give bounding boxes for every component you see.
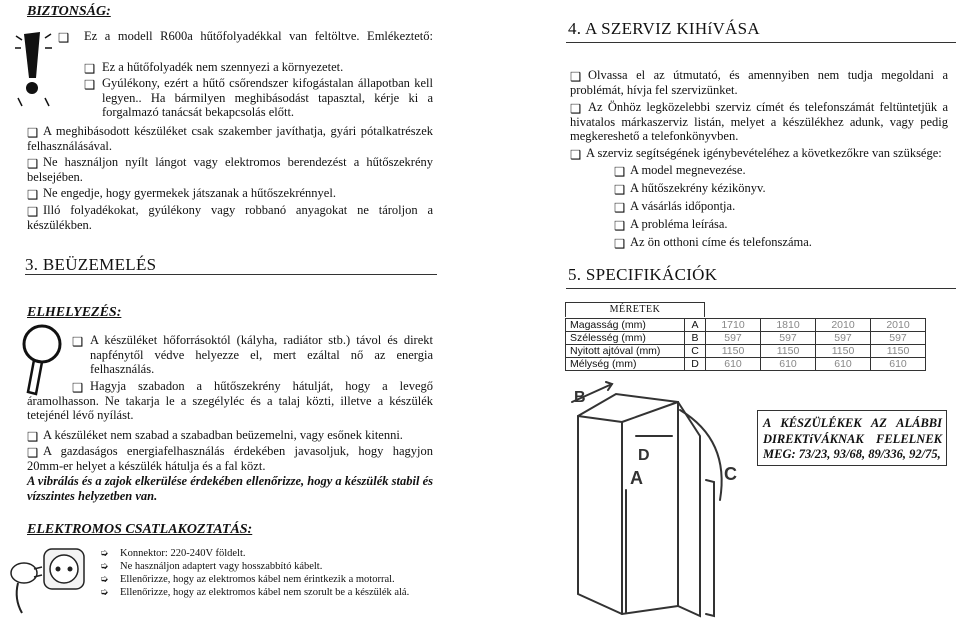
table-row bbox=[566, 332, 926, 345]
square-bullet-icon: ❑ bbox=[27, 126, 39, 140]
service-item: ❑ A szerviz segítségének igénybevételéhez a következőkre van szüksége: bbox=[570, 146, 942, 162]
table-cell: 2010 bbox=[816, 319, 871, 332]
electrical-heading: ELEKTROMOS CSATLAKOZTATÁS: bbox=[27, 522, 253, 537]
square-bullet-icon: ❑ bbox=[27, 157, 39, 171]
table-cell: 610 bbox=[871, 358, 926, 371]
row-key: D bbox=[685, 358, 706, 371]
table-cell: 610 bbox=[761, 358, 816, 371]
electrical-item: ➭ Ellenőrizze, hogy az elektromos kábel nem szorult be a készülék alá. bbox=[100, 587, 410, 598]
square-bullet-icon: ❑ bbox=[58, 31, 70, 45]
table-cell: 597 bbox=[706, 332, 761, 345]
stability-warning: A vibrálás és a zajok elkerülése érdekében ellenőrizze, hogy a készülék stabil és vízszintes helyzetben van. bbox=[27, 474, 433, 503]
service-sublist bbox=[614, 163, 934, 253]
table-row bbox=[566, 358, 926, 371]
electrical-item: ➭ Ne használjon adaptert vagy hosszabbító kábelt. bbox=[100, 561, 323, 572]
row-label: Szélesség (mm) bbox=[566, 332, 685, 345]
table-cell: 597 bbox=[761, 332, 816, 345]
exclamation-icon bbox=[12, 26, 54, 112]
service-item: ❑ Az Önhöz legközelebbi szerviz címét és telefonszámát feltüntetjük a hivatalos márkaszerviz listán, melyet a készülékhez adunk, vagy pedig megkereshető a telefonkönyvben. bbox=[570, 100, 948, 144]
table-cell: 2010 bbox=[871, 319, 926, 332]
directive-box: A KÉSZÜLÉKEK AZ ALÁBBI DIREKTíVÁKNAK FELELNEK MEG: 73/23, 93/68, 89/336, 92/75, bbox=[757, 410, 947, 466]
section-title: 4. A SZERVIZ KIHíVÁSA bbox=[568, 19, 760, 38]
table-cell: 597 bbox=[871, 332, 926, 345]
safety-subitem: ❑ Gyúlékony, ezért a hűtő csőrendszer kifogástalan állapotban kell legyen.. Ha bármilyen meghibásodást tapasztal, kérje ki a forgalmazó tanácsát bekapcsolás előtt. bbox=[84, 76, 433, 120]
service-subitem: ❑ A probléma leírása. bbox=[614, 217, 728, 233]
table-cell: 1710 bbox=[706, 319, 761, 332]
divider bbox=[566, 288, 956, 289]
table-header: MÉRETEK bbox=[565, 302, 705, 317]
arrow-bullet-icon: ➭ bbox=[100, 574, 109, 585]
label-c: C bbox=[724, 464, 737, 484]
safety-heading: BIZTONSÁG: bbox=[27, 4, 111, 19]
row-label: Nyitott ajtóval (mm) bbox=[566, 345, 685, 358]
table-row bbox=[566, 319, 926, 332]
square-bullet-icon: ❑ bbox=[84, 62, 96, 76]
square-bullet-icon: ❑ bbox=[614, 219, 626, 233]
safety-item: ❑ A meghibásodott készüléket csak szakember javíthatja, gyári pótalkatrészek felhasználásával. bbox=[27, 124, 433, 153]
dimensions-table bbox=[565, 318, 926, 371]
square-bullet-icon: ❑ bbox=[570, 70, 582, 84]
table-cell: 1150 bbox=[816, 345, 871, 358]
service-subitem: ❑ A hűtőszekrény kézikönyv. bbox=[614, 181, 766, 197]
square-bullet-icon: ❑ bbox=[27, 430, 39, 444]
section-title: 3. BEÜZEMELÉS bbox=[25, 255, 157, 274]
square-bullet-icon: ❑ bbox=[27, 205, 39, 219]
fridge-dimensions-diagram bbox=[560, 380, 750, 618]
square-bullet-icon: ❑ bbox=[614, 183, 626, 197]
safety-item: ❑ Ne használjon nyílt lángot vagy elektromos berendezést a hűtőszekrény belsejében. bbox=[27, 155, 433, 184]
electrical-item: ➭ Ellenőrizze, hogy az elektromos kábel nem érintkezik a motorral. bbox=[100, 574, 395, 585]
square-bullet-icon: ❑ bbox=[614, 165, 626, 179]
table-cell: 1150 bbox=[761, 345, 816, 358]
square-bullet-icon: ❑ bbox=[84, 78, 96, 92]
safety-item: ❑ Ne engedje, hogy gyermekek játszanak a hűtőszekrénnyel. bbox=[27, 186, 336, 202]
service-subitem: ❑ A model megnevezése. bbox=[614, 163, 746, 179]
electrical-item: ➭ Konnektor: 220-240V földelt. bbox=[100, 548, 246, 559]
square-bullet-icon: ❑ bbox=[27, 446, 39, 460]
square-bullet-icon: ❑ bbox=[614, 201, 626, 215]
row-label: Mélység (mm) bbox=[566, 358, 685, 371]
divider bbox=[25, 274, 437, 275]
service-item: ❑ Olvassa el az útmutató, és amennyiben nem tudja megoldani a problémát, hívja fel szervizünket. bbox=[570, 68, 948, 97]
table-cell: 610 bbox=[816, 358, 871, 371]
electrical-list bbox=[100, 547, 440, 599]
divider bbox=[566, 42, 956, 43]
arrow-bullet-icon: ➭ bbox=[100, 548, 109, 559]
square-bullet-icon: ❑ bbox=[27, 188, 39, 202]
square-bullet-icon: ❑ bbox=[570, 148, 582, 162]
table-cell: 610 bbox=[706, 358, 761, 371]
service-subitem: ❑ A vásárlás időpontja. bbox=[614, 199, 736, 215]
table-cell: 1150 bbox=[871, 345, 926, 358]
label-d: D bbox=[638, 447, 650, 464]
row-key: C bbox=[685, 345, 706, 358]
square-bullet-icon: ❑ bbox=[72, 381, 84, 395]
table-row bbox=[566, 345, 926, 358]
arrow-bullet-icon: ➭ bbox=[100, 561, 109, 572]
safety-item: ❑ Illó folyadékokat, gyúlékony vagy robbanó anyagokat ne tároljon a készülékben. bbox=[27, 203, 433, 232]
square-bullet-icon: ❑ bbox=[614, 237, 626, 251]
placement-item: ❑ A készüléket hőforrásoktól (kályha, radiátor stb.) távol és direkt napfénytől védve helyezze el, mert ezáltal nő az energia felhasználás. bbox=[72, 333, 433, 377]
square-bullet-icon: ❑ bbox=[72, 335, 84, 349]
row-key: B bbox=[685, 332, 706, 345]
square-bullet-icon: ❑ bbox=[570, 102, 582, 116]
placement-item: ❑ A gazdaságos energiafelhasználás érdekében javasoljuk, hogy hagyjon 20mm-er helyet a készülék hátulja és a fal közt. bbox=[27, 444, 433, 473]
placement-item: ❑ Hagyja szabadon a hűtőszekrény hátulját, hogy a levegő áramolhasson. Ne takarja le a szegélyléc és a talaj közti, illetve a készülék tetejénél lévő nyílást. bbox=[27, 379, 433, 423]
table-cell: 1810 bbox=[761, 319, 816, 332]
table-cell: 1150 bbox=[706, 345, 761, 358]
safety-item: ❑ Ez a modell R600a hűtőfolyadékkal van feltöltve. Emlékeztető: bbox=[58, 29, 433, 45]
service-subitem: ❑ Az ön otthoni címe és telefonszáma. bbox=[614, 235, 812, 251]
plug-and-socket-icon bbox=[6, 543, 90, 617]
placement-heading: ELHELYEZÉS: bbox=[27, 305, 122, 320]
row-key: A bbox=[685, 319, 706, 332]
safety-subitem: ❑ Ez a hűtőfolyadék nem szennyezi a környezetet. bbox=[84, 60, 344, 76]
table-cell: 597 bbox=[816, 332, 871, 345]
label-b: B bbox=[574, 389, 586, 406]
arrow-bullet-icon: ➭ bbox=[100, 587, 109, 598]
row-label: Magasság (mm) bbox=[566, 319, 685, 332]
label-a: A bbox=[630, 468, 643, 488]
section-title: 5. SPECIFIKÁCIÓK bbox=[568, 265, 718, 284]
placement-item: ❑ A készüléket nem szabad a szabadban beüzemelni, vagy esőnek kitenni. bbox=[27, 428, 403, 444]
